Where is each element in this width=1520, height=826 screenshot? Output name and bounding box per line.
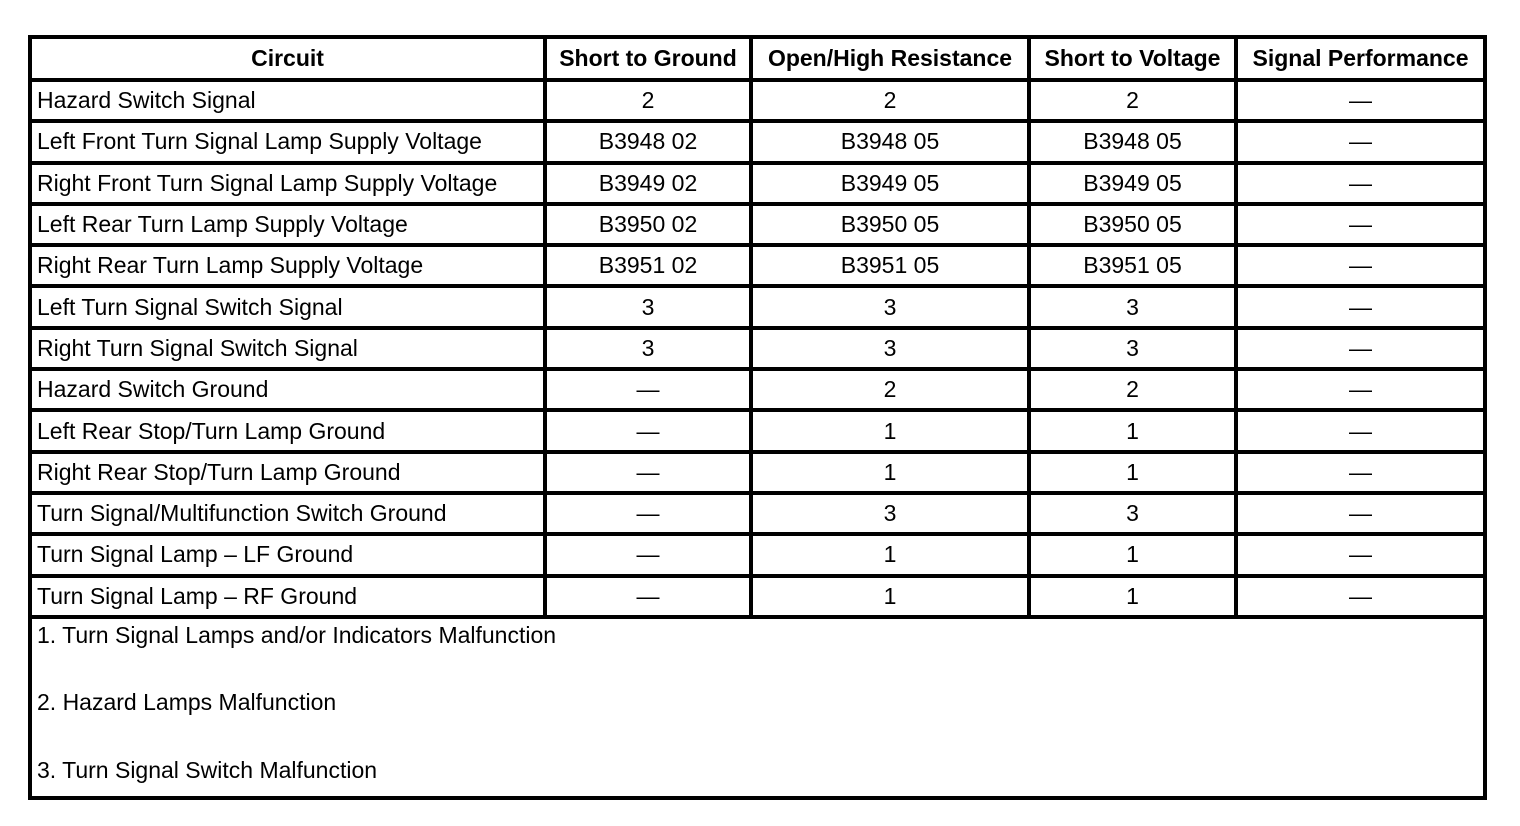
table-row <box>30 534 1485 575</box>
cell-short-to-voltage: 1 <box>1029 534 1236 575</box>
cell-open-high-resistance: 1 <box>751 534 1029 575</box>
cell-short-to-ground: B3948 02 <box>545 121 751 162</box>
cell-open-high-resistance: 2 <box>751 80 1029 121</box>
cell-signal-performance: — <box>1236 493 1485 534</box>
cell-signal-performance: — <box>1236 204 1485 245</box>
cell-signal-performance: — <box>1236 576 1485 617</box>
cell-signal-performance: — <box>1236 286 1485 327</box>
cell-short-to-voltage: 1 <box>1029 410 1236 451</box>
header-signal-performance: Signal Performance <box>1236 37 1485 80</box>
cell-short-to-voltage: 3 <box>1029 328 1236 369</box>
cell-circuit: Left Turn Signal Switch Signal <box>30 286 545 327</box>
dtc-circuit-table <box>28 35 1487 800</box>
cell-signal-performance: — <box>1236 534 1485 575</box>
cell-circuit: Right Turn Signal Switch Signal <box>30 328 545 369</box>
cell-signal-performance: — <box>1236 452 1485 493</box>
cell-short-to-ground: — <box>545 493 751 534</box>
header-short-to-voltage: Short to Voltage <box>1029 37 1236 80</box>
cell-open-high-resistance: 3 <box>751 328 1029 369</box>
table-row <box>30 452 1485 493</box>
cell-short-to-voltage: 2 <box>1029 80 1236 121</box>
table-row <box>30 410 1485 451</box>
cell-short-to-ground: — <box>545 410 751 451</box>
cell-signal-performance: — <box>1236 369 1485 410</box>
notes-row <box>30 617 1485 798</box>
cell-short-to-ground: — <box>545 452 751 493</box>
cell-short-to-voltage: 3 <box>1029 286 1236 327</box>
table-row <box>30 245 1485 286</box>
cell-circuit: Left Rear Stop/Turn Lamp Ground <box>30 410 545 451</box>
cell-short-to-voltage: B3949 05 <box>1029 163 1236 204</box>
cell-short-to-ground: 2 <box>545 80 751 121</box>
note-2: 2. Hazard Lamps Malfunction <box>37 689 337 716</box>
cell-open-high-resistance: 2 <box>751 369 1029 410</box>
cell-circuit: Right Rear Turn Lamp Supply Voltage <box>30 245 545 286</box>
cell-circuit: Left Rear Turn Lamp Supply Voltage <box>30 204 545 245</box>
note-1: 1. Turn Signal Lamps and/or Indicators Malfunction <box>37 621 557 648</box>
cell-signal-performance: — <box>1236 121 1485 162</box>
cell-short-to-voltage: B3950 05 <box>1029 204 1236 245</box>
cell-circuit: Turn Signal Lamp – LF Ground <box>30 534 545 575</box>
table-row <box>30 121 1485 162</box>
cell-open-high-resistance: B3949 05 <box>751 163 1029 204</box>
table-row <box>30 80 1485 121</box>
cell-short-to-voltage: 2 <box>1029 369 1236 410</box>
cell-short-to-voltage: 3 <box>1029 493 1236 534</box>
cell-signal-performance: — <box>1236 163 1485 204</box>
header-row <box>30 37 1485 80</box>
cell-short-to-ground: — <box>545 369 751 410</box>
table-row <box>30 576 1485 617</box>
cell-short-to-voltage: 1 <box>1029 452 1236 493</box>
cell-open-high-resistance: 3 <box>751 286 1029 327</box>
cell-circuit: Turn Signal/Multifunction Switch Ground <box>30 493 545 534</box>
cell-circuit: Turn Signal Lamp – RF Ground <box>30 576 545 617</box>
header-short-to-ground: Short to Ground <box>545 37 751 80</box>
cell-circuit: Hazard Switch Signal <box>30 80 545 121</box>
cell-circuit: Right Front Turn Signal Lamp Supply Voltage <box>30 163 545 204</box>
cell-open-high-resistance: B3950 05 <box>751 204 1029 245</box>
cell-signal-performance: — <box>1236 328 1485 369</box>
cell-short-to-ground: — <box>545 576 751 617</box>
cell-short-to-voltage: 1 <box>1029 576 1236 617</box>
note-3: 3. Turn Signal Switch Malfunction <box>37 756 378 783</box>
cell-signal-performance: — <box>1236 80 1485 121</box>
cell-signal-performance: — <box>1236 245 1485 286</box>
cell-circuit: Hazard Switch Ground <box>30 369 545 410</box>
table-row <box>30 286 1485 327</box>
cell-signal-performance: — <box>1236 410 1485 451</box>
cell-short-to-voltage: B3951 05 <box>1029 245 1236 286</box>
cell-short-to-ground: B3950 02 <box>545 204 751 245</box>
table-row <box>30 163 1485 204</box>
cell-short-to-ground: — <box>545 534 751 575</box>
cell-open-high-resistance: 1 <box>751 410 1029 451</box>
table-row <box>30 493 1485 534</box>
dtc-circuit-table-container <box>28 35 1483 800</box>
cell-open-high-resistance: 1 <box>751 452 1029 493</box>
table-row <box>30 204 1485 245</box>
table-row <box>30 328 1485 369</box>
header-open-high-resistance: Open/High Resistance <box>751 37 1029 80</box>
cell-short-to-ground: B3951 02 <box>545 245 751 286</box>
cell-open-high-resistance: 1 <box>751 576 1029 617</box>
table-row <box>30 369 1485 410</box>
cell-short-to-ground: 3 <box>545 286 751 327</box>
cell-open-high-resistance: 3 <box>751 493 1029 534</box>
header-circuit: Circuit <box>30 37 545 80</box>
cell-short-to-ground: 3 <box>545 328 751 369</box>
cell-short-to-voltage: B3948 05 <box>1029 121 1236 162</box>
table-body <box>30 80 1485 617</box>
cell-short-to-ground: B3949 02 <box>545 163 751 204</box>
cell-open-high-resistance: B3948 05 <box>751 121 1029 162</box>
notes-cell <box>30 617 1485 798</box>
cell-open-high-resistance: B3951 05 <box>751 245 1029 286</box>
cell-circuit: Left Front Turn Signal Lamp Supply Voltage <box>30 121 545 162</box>
cell-circuit: Right Rear Stop/Turn Lamp Ground <box>30 452 545 493</box>
